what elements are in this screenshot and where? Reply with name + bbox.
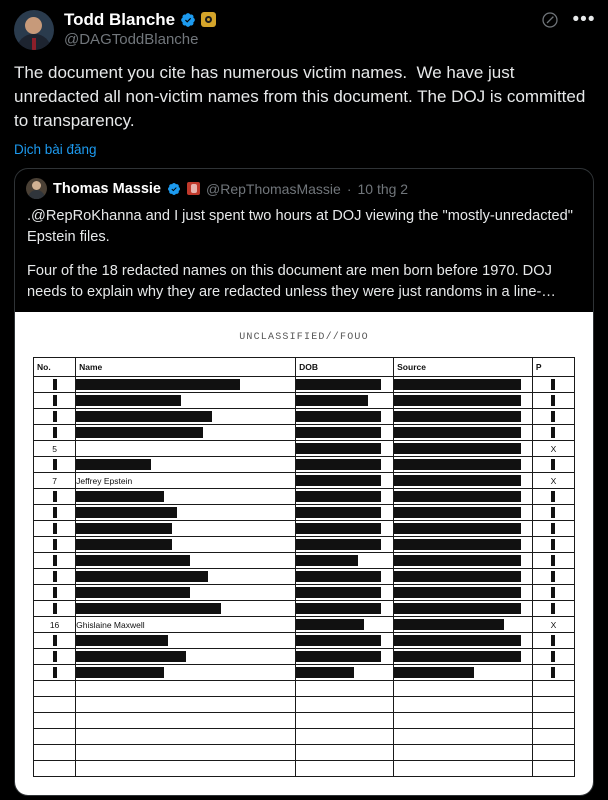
redaction-bar xyxy=(296,507,381,518)
redaction-bar xyxy=(551,507,555,518)
cell-source xyxy=(394,377,533,393)
redaction-bar xyxy=(551,459,555,470)
cell-dob xyxy=(296,745,394,761)
redaction-bar xyxy=(394,651,521,662)
cell-no xyxy=(34,761,76,777)
redaction-bar xyxy=(394,523,521,534)
cell-p xyxy=(532,377,574,393)
cell-name xyxy=(76,601,296,617)
redaction-bar xyxy=(551,635,555,646)
cell-source xyxy=(394,729,533,745)
redaction-bar xyxy=(394,475,521,486)
redaction-bar xyxy=(551,603,555,614)
cell-source xyxy=(394,441,533,457)
redaction-bar xyxy=(551,587,555,598)
cell-name xyxy=(76,425,296,441)
redaction-bar xyxy=(53,667,57,678)
cell-dob xyxy=(296,585,394,601)
column-header-name: Name xyxy=(76,358,296,377)
table-row xyxy=(34,649,575,665)
cell-no xyxy=(34,569,76,585)
gold-affiliate-icon xyxy=(201,12,216,27)
redaction-bar xyxy=(76,379,240,390)
redaction-bar xyxy=(296,539,381,550)
table-row xyxy=(34,441,575,457)
cell-dob xyxy=(296,441,394,457)
cell-name xyxy=(76,665,296,681)
redaction-bar xyxy=(76,667,164,678)
cell-no xyxy=(34,521,76,537)
redacted-names-table xyxy=(33,357,575,777)
redaction-bar xyxy=(76,555,190,566)
redaction-bar xyxy=(76,635,168,646)
redaction-bar xyxy=(394,587,521,598)
table-row xyxy=(34,489,575,505)
cell-name xyxy=(76,697,296,713)
cell-p xyxy=(532,633,574,649)
column-header-no: No. xyxy=(34,358,76,377)
cell-source xyxy=(394,697,533,713)
cell-no xyxy=(34,537,76,553)
cell-no xyxy=(34,377,76,393)
cell-no xyxy=(34,473,76,489)
redaction-bar xyxy=(394,443,521,454)
redaction-bar xyxy=(394,619,504,630)
cell-no xyxy=(34,617,76,633)
cell-source xyxy=(394,649,533,665)
cell-no xyxy=(34,665,76,681)
redaction-bar xyxy=(53,651,57,662)
cell-p xyxy=(532,729,574,745)
cell-source xyxy=(394,745,533,761)
quoted-post-text xyxy=(15,199,593,312)
redaction-bar xyxy=(76,651,185,662)
redaction-bar xyxy=(53,427,57,438)
redaction-bar xyxy=(53,507,57,518)
cell-p xyxy=(532,473,574,489)
cell-dob xyxy=(296,681,394,697)
table-row xyxy=(34,409,575,425)
quoted-post-header xyxy=(15,169,593,199)
cell-p xyxy=(532,681,574,697)
cell-source xyxy=(394,665,533,681)
cell-p xyxy=(532,521,574,537)
redaction-bar xyxy=(53,411,57,422)
cell-dob xyxy=(296,505,394,521)
avatar-face xyxy=(25,17,42,34)
redaction-bar xyxy=(551,523,555,534)
post-text: The document you cite has numerous victim names. We have just unredacted all non-victim names from this document. The DOJ is committed to transparency. xyxy=(14,63,591,131)
redaction-bar xyxy=(394,603,521,614)
cell-no xyxy=(34,489,76,505)
cell-no xyxy=(34,649,76,665)
cell-dob xyxy=(296,537,394,553)
table-row xyxy=(34,697,575,713)
cell-name xyxy=(76,521,296,537)
redaction-bar xyxy=(53,571,57,582)
redaction-bar xyxy=(296,635,381,646)
redaction-bar xyxy=(76,507,177,518)
grok-icon[interactable] xyxy=(540,10,560,30)
redaction-bar xyxy=(76,539,172,550)
cell-source xyxy=(394,633,533,649)
document-image[interactable] xyxy=(15,312,593,795)
author-names xyxy=(64,10,532,48)
table-row xyxy=(34,537,575,553)
quoted-display-name[interactable]: Thomas Massie xyxy=(53,180,161,197)
redaction-bar xyxy=(53,395,57,406)
cell-source xyxy=(394,553,533,569)
redaction-bar xyxy=(394,379,521,390)
cell-source xyxy=(394,473,533,489)
cell-source xyxy=(394,569,533,585)
redaction-bar xyxy=(394,507,521,518)
quoted-avatar-body xyxy=(28,190,45,199)
cell-dob xyxy=(296,489,394,505)
cell-name xyxy=(76,489,296,505)
cell-p xyxy=(532,665,574,681)
redaction-bar xyxy=(53,603,57,614)
cell-p xyxy=(532,489,574,505)
table-row xyxy=(34,457,575,473)
quoted-avatar-face xyxy=(32,181,41,190)
cell-p xyxy=(532,393,574,409)
column-header-source: Source xyxy=(394,358,533,377)
cell-name xyxy=(76,393,296,409)
column-header-p: P xyxy=(532,358,574,377)
redaction-bar xyxy=(394,395,521,406)
avatar[interactable] xyxy=(14,10,54,50)
redaction-bar xyxy=(394,571,521,582)
redaction-bar xyxy=(551,395,555,406)
redaction-bar xyxy=(296,651,381,662)
redaction-bar xyxy=(76,587,190,598)
cell-p xyxy=(532,425,574,441)
quoted-avatar[interactable] xyxy=(26,178,47,199)
cell-no xyxy=(34,697,76,713)
cell-p xyxy=(532,457,574,473)
cell-source xyxy=(394,393,533,409)
cell-text: 5 xyxy=(52,443,57,454)
author-display-name[interactable]: Todd Blanche xyxy=(64,10,176,29)
redaction-bar xyxy=(296,443,381,454)
redaction-bar xyxy=(53,459,57,470)
redaction-bar xyxy=(76,411,212,422)
cell-text: Jeffrey Epstein xyxy=(76,475,133,486)
redaction-bar xyxy=(551,539,555,550)
redaction-bar xyxy=(394,491,521,502)
affiliate-badge-icon xyxy=(187,182,200,195)
cell-dob xyxy=(296,377,394,393)
cell-p xyxy=(532,601,574,617)
redaction-bar xyxy=(296,475,381,486)
cell-name xyxy=(76,649,296,665)
cell-name xyxy=(76,505,296,521)
table-row xyxy=(34,761,575,777)
table-row xyxy=(34,505,575,521)
classification-stamp: UNCLASSIFIED//FOUO xyxy=(239,332,369,344)
column-header-dob: DOB xyxy=(296,358,394,377)
table-row xyxy=(34,473,575,489)
translate-post-link[interactable]: Dịch bài đăng xyxy=(14,142,97,158)
cell-name xyxy=(76,681,296,697)
cell-source xyxy=(394,409,533,425)
redaction-bar xyxy=(296,667,354,678)
redaction-bar xyxy=(394,635,521,646)
cell-name xyxy=(76,569,296,585)
redaction-bar xyxy=(53,379,57,390)
cell-no xyxy=(34,745,76,761)
redaction-bar xyxy=(53,555,57,566)
redaction-bar xyxy=(551,379,555,390)
redaction-bar xyxy=(296,459,381,470)
cell-name xyxy=(76,729,296,745)
quoted-date: 10 thg 2 xyxy=(357,180,409,197)
cell-name xyxy=(76,441,296,457)
redaction-bar xyxy=(551,651,555,662)
redaction-bar xyxy=(296,523,381,534)
table-row xyxy=(34,393,575,409)
cell-dob xyxy=(296,473,394,489)
cell-source xyxy=(394,601,533,617)
table-body xyxy=(34,377,575,777)
redaction-bar xyxy=(551,667,555,678)
redaction-bar xyxy=(296,555,358,566)
cell-text: X xyxy=(550,443,557,454)
author-handle[interactable]: @DAGToddBlanche xyxy=(64,30,199,48)
cell-p xyxy=(532,569,574,585)
verified-badge-icon xyxy=(167,182,181,196)
cell-no xyxy=(34,409,76,425)
cell-no xyxy=(34,601,76,617)
quoted-separator: · xyxy=(346,180,352,197)
table-row xyxy=(34,425,575,441)
cell-no xyxy=(34,425,76,441)
cell-name xyxy=(76,473,296,489)
cell-source xyxy=(394,425,533,441)
table-row xyxy=(34,713,575,729)
cell-dob xyxy=(296,601,394,617)
redaction-bar xyxy=(551,555,555,566)
cell-name xyxy=(76,761,296,777)
redaction-bar xyxy=(76,491,164,502)
cell-no xyxy=(34,505,76,521)
redaction-bar xyxy=(296,603,381,614)
redaction-bar xyxy=(53,523,57,534)
quoted-handle: @RepThomasMassie xyxy=(206,180,341,197)
cell-name xyxy=(76,409,296,425)
table-row xyxy=(34,665,575,681)
redaction-bar xyxy=(394,667,474,678)
table-row xyxy=(34,681,575,697)
cell-source xyxy=(394,585,533,601)
post-header xyxy=(14,10,594,50)
redaction-bar xyxy=(394,555,521,566)
cell-source xyxy=(394,489,533,505)
cell-source xyxy=(394,681,533,697)
redaction-bar xyxy=(551,427,555,438)
cell-p xyxy=(532,649,574,665)
cell-name xyxy=(76,585,296,601)
cell-dob xyxy=(296,553,394,569)
cell-name xyxy=(76,713,296,729)
avatar-tie xyxy=(32,38,36,50)
cell-no xyxy=(34,713,76,729)
redaction-bar xyxy=(296,619,364,630)
redaction-bar xyxy=(394,459,521,470)
cell-p xyxy=(532,537,574,553)
cell-p xyxy=(532,697,574,713)
redaction-bar xyxy=(551,491,555,502)
cell-p xyxy=(532,617,574,633)
cell-p xyxy=(532,761,574,777)
cell-p xyxy=(532,409,574,425)
cell-p xyxy=(532,585,574,601)
cell-name xyxy=(76,553,296,569)
cell-source xyxy=(394,457,533,473)
cell-p xyxy=(532,745,574,761)
cell-dob xyxy=(296,713,394,729)
cell-no xyxy=(34,681,76,697)
quoted-post[interactable] xyxy=(14,168,594,796)
redaction-bar xyxy=(76,603,221,614)
redaction-bar xyxy=(394,539,521,550)
post-header-actions xyxy=(540,10,594,30)
redaction-bar xyxy=(394,427,521,438)
redaction-bar xyxy=(53,539,57,550)
cell-dob xyxy=(296,393,394,409)
redaction-bar xyxy=(296,379,381,390)
cell-no xyxy=(34,633,76,649)
cell-no xyxy=(34,393,76,409)
table-row xyxy=(34,745,575,761)
cell-source xyxy=(394,521,533,537)
cell-text: 16 xyxy=(49,619,60,630)
cell-dob xyxy=(296,617,394,633)
cell-name xyxy=(76,537,296,553)
cell-text: X xyxy=(550,475,557,486)
redaction-bar xyxy=(296,411,381,422)
table-row xyxy=(34,729,575,745)
cell-dob xyxy=(296,633,394,649)
table-row xyxy=(34,585,575,601)
cell-text: X xyxy=(550,619,557,630)
cell-no xyxy=(34,729,76,745)
redaction-bar xyxy=(53,635,57,646)
cell-dob xyxy=(296,649,394,665)
table-row xyxy=(34,601,575,617)
cell-dob xyxy=(296,569,394,585)
redaction-bar xyxy=(296,571,381,582)
cell-source xyxy=(394,761,533,777)
table-row xyxy=(34,617,575,633)
cell-name xyxy=(76,745,296,761)
cell-dob xyxy=(296,457,394,473)
redaction-bar xyxy=(296,587,381,598)
cell-dob xyxy=(296,425,394,441)
table-row xyxy=(34,633,575,649)
quoted-paragraph: Four of the 18 redacted names on this document are men born before 1970. DOJ needs to explain why they are redacted unless they were just randoms in a line-… xyxy=(27,262,556,300)
redaction-bar xyxy=(76,571,207,582)
cell-source xyxy=(394,505,533,521)
cell-name xyxy=(76,377,296,393)
redaction-bar xyxy=(53,587,57,598)
cell-text: 7 xyxy=(52,475,57,486)
cell-dob xyxy=(296,697,394,713)
cell-p xyxy=(532,441,574,457)
more-options-icon[interactable]: ••• xyxy=(572,9,596,30)
table-header-row xyxy=(34,358,575,377)
cell-dob xyxy=(296,729,394,745)
cell-no xyxy=(34,441,76,457)
cell-no xyxy=(34,553,76,569)
cell-source xyxy=(394,537,533,553)
cell-name xyxy=(76,617,296,633)
cell-p xyxy=(532,505,574,521)
verified-badge-icon xyxy=(180,12,196,28)
redaction-bar xyxy=(296,395,368,406)
author-name-row xyxy=(64,10,532,30)
cell-name xyxy=(76,457,296,473)
redaction-bar xyxy=(551,571,555,582)
cell-dob xyxy=(296,409,394,425)
redaction-bar xyxy=(53,491,57,502)
quoted-paragraph: .@RepRoKhanna and I just spent two hours at DOJ viewing the "mostly-unredacted" Epstein files. xyxy=(27,208,573,246)
redaction-bar xyxy=(76,459,150,470)
cell-dob xyxy=(296,665,394,681)
cell-source xyxy=(394,617,533,633)
table-row xyxy=(34,569,575,585)
table-row xyxy=(34,377,575,393)
cell-source xyxy=(394,713,533,729)
cell-p xyxy=(532,553,574,569)
cell-no xyxy=(34,585,76,601)
redaction-bar xyxy=(394,411,521,422)
redaction-bar xyxy=(296,427,381,438)
cell-p xyxy=(532,713,574,729)
redaction-bar xyxy=(76,395,181,406)
table-row xyxy=(34,553,575,569)
redaction-bar xyxy=(76,427,203,438)
cell-no xyxy=(34,457,76,473)
cell-dob xyxy=(296,521,394,537)
redaction-bar xyxy=(76,523,172,534)
cell-dob xyxy=(296,761,394,777)
redaction-bar xyxy=(551,411,555,422)
cell-text: Ghislaine Maxwell xyxy=(76,619,145,630)
table-row xyxy=(34,521,575,537)
cell-name xyxy=(76,633,296,649)
redaction-bar xyxy=(296,491,381,502)
